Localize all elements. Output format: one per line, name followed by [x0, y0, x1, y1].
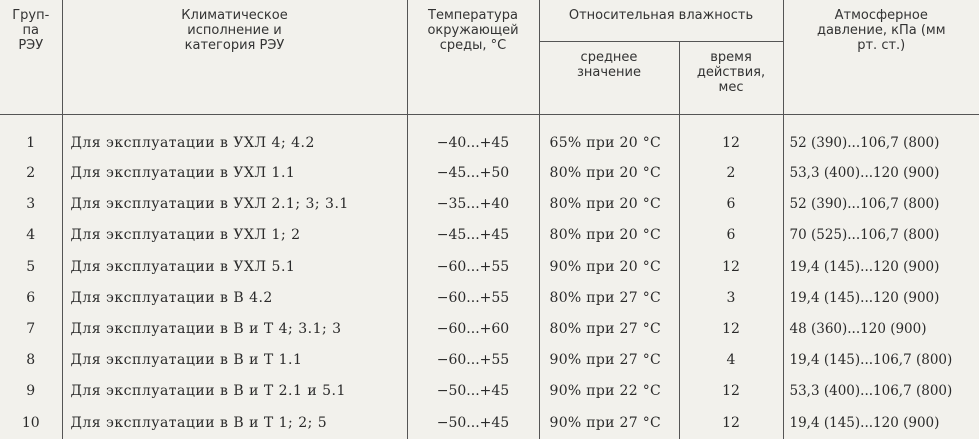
cell-pressure: 19,4 (145)...120 (900): [783, 408, 979, 439]
cell-temperature: −60...+60: [407, 314, 539, 345]
cell-humidity-average: 80% при 20 °С: [539, 220, 679, 251]
cell-humidity-average: 80% при 27 °С: [539, 283, 679, 314]
cell-temperature: −50...+45: [407, 376, 539, 407]
cell-humidity-duration: 6: [679, 220, 783, 251]
cell-temperature: −45...+50: [407, 158, 539, 189]
cell-humidity-duration: 12: [679, 252, 783, 283]
table-row: [0, 314, 979, 345]
cell-pressure: 70 (525)...106,7 (800): [783, 220, 979, 251]
cell-humidity-average: 90% при 20 °С: [539, 252, 679, 283]
header-climate: Климатическое исполнение и категория РЭУ: [62, 0, 407, 115]
cell-pressure: 52 (390)...106,7 (800): [783, 115, 979, 159]
table-row: [0, 189, 979, 220]
cell-climate: Для эксплуатации в В и Т 1; 2; 5: [62, 408, 407, 439]
header-temperature: Температура окружающей среды, °С: [407, 0, 539, 115]
cell-climate: Для эксплуатации в УХЛ 5.1: [62, 252, 407, 283]
cell-humidity-duration: 4: [679, 345, 783, 376]
header-pressure: Атмосферное давление, кПа (мм рт. ст.): [783, 0, 979, 115]
cell-pressure: 53,3 (400)...106,7 (800): [783, 376, 979, 407]
header-humidity-duration: время действия, мес: [679, 42, 783, 115]
cell-temperature: −35...+40: [407, 189, 539, 220]
cell-group: 9: [26, 383, 36, 400]
cell-climate: Для эксплуатации в УХЛ 1.1: [62, 158, 407, 189]
cell-humidity-duration: 12: [679, 115, 783, 159]
cell-climate: Для эксплуатации в В и Т 1.1: [62, 345, 407, 376]
cell-humidity-duration: 12: [679, 408, 783, 439]
cell-climate: Для эксплуатации в В 4.2: [62, 283, 407, 314]
cell-temperature: −40...+45: [407, 115, 539, 159]
cell-pressure: 52 (390)...106,7 (800): [783, 189, 979, 220]
cell-humidity-duration: 12: [679, 376, 783, 407]
cell-group: 10: [21, 414, 40, 431]
cell-climate: Для эксплуатации в В и Т 4; 3.1; 3: [62, 314, 407, 345]
cell-temperature: −45...+45: [407, 220, 539, 251]
cell-humidity-average: 90% при 27 °С: [539, 345, 679, 376]
table-row: [0, 252, 979, 283]
cell-humidity-duration: 3: [679, 283, 783, 314]
cell-humidity-average: 80% при 20 °С: [539, 189, 679, 220]
cell-climate: Для эксплуатации в УХЛ 1; 2: [62, 220, 407, 251]
cell-pressure: 19,4 (145)...120 (900): [783, 283, 979, 314]
table-header: [0, 0, 979, 115]
table-body: [0, 115, 979, 439]
cell-humidity-duration: 6: [679, 189, 783, 220]
cell-group: 3: [26, 196, 36, 213]
table-row: [0, 283, 979, 314]
table-row: [0, 115, 979, 159]
cell-humidity-average: 80% при 20 °С: [539, 158, 679, 189]
cell-humidity-duration: 12: [679, 314, 783, 345]
cell-pressure: 53,3 (400)...120 (900): [783, 158, 979, 189]
cell-group: 6: [26, 289, 36, 306]
cell-temperature: −50...+45: [407, 408, 539, 439]
header-group: Груп- па РЭУ: [0, 0, 62, 115]
cell-group: 7: [26, 321, 36, 338]
header-humidity-average: среднее значение: [539, 42, 679, 115]
cell-temperature: −60...+55: [407, 283, 539, 314]
cell-group: 5: [26, 258, 36, 275]
cell-climate: Для эксплуатации в В и Т 2.1 и 5.1: [62, 376, 407, 407]
cell-humidity-average: 90% при 27 °С: [539, 408, 679, 439]
table-row: [0, 345, 979, 376]
cell-climate: Для эксплуатации в УХЛ 4; 4.2: [62, 115, 407, 159]
header-humidity: Относительная влажность: [539, 0, 783, 42]
cell-group: 1: [26, 135, 36, 151]
cell-group: 8: [26, 352, 36, 369]
table-row: [0, 408, 979, 439]
cell-pressure: 19,4 (145)...120 (900): [783, 252, 979, 283]
cell-pressure: 48 (360)...120 (900): [783, 314, 979, 345]
cell-temperature: −60...+55: [407, 252, 539, 283]
cell-humidity-average: 65% при 20 °С: [539, 115, 679, 159]
cell-temperature: −60...+55: [407, 345, 539, 376]
table-row: [0, 158, 979, 189]
table-row: [0, 220, 979, 251]
cell-group: 4: [26, 227, 36, 244]
cell-humidity-duration: 2: [679, 158, 783, 189]
cell-group: 2: [26, 165, 36, 182]
table-row: [0, 376, 979, 407]
cell-humidity-average: 90% при 22 °С: [539, 376, 679, 407]
cell-humidity-average: 80% при 27 °С: [539, 314, 679, 345]
cell-pressure: 19,4 (145)...106,7 (800): [783, 345, 979, 376]
cell-climate: Для эксплуатации в УХЛ 2.1; 3; 3.1: [62, 189, 407, 220]
